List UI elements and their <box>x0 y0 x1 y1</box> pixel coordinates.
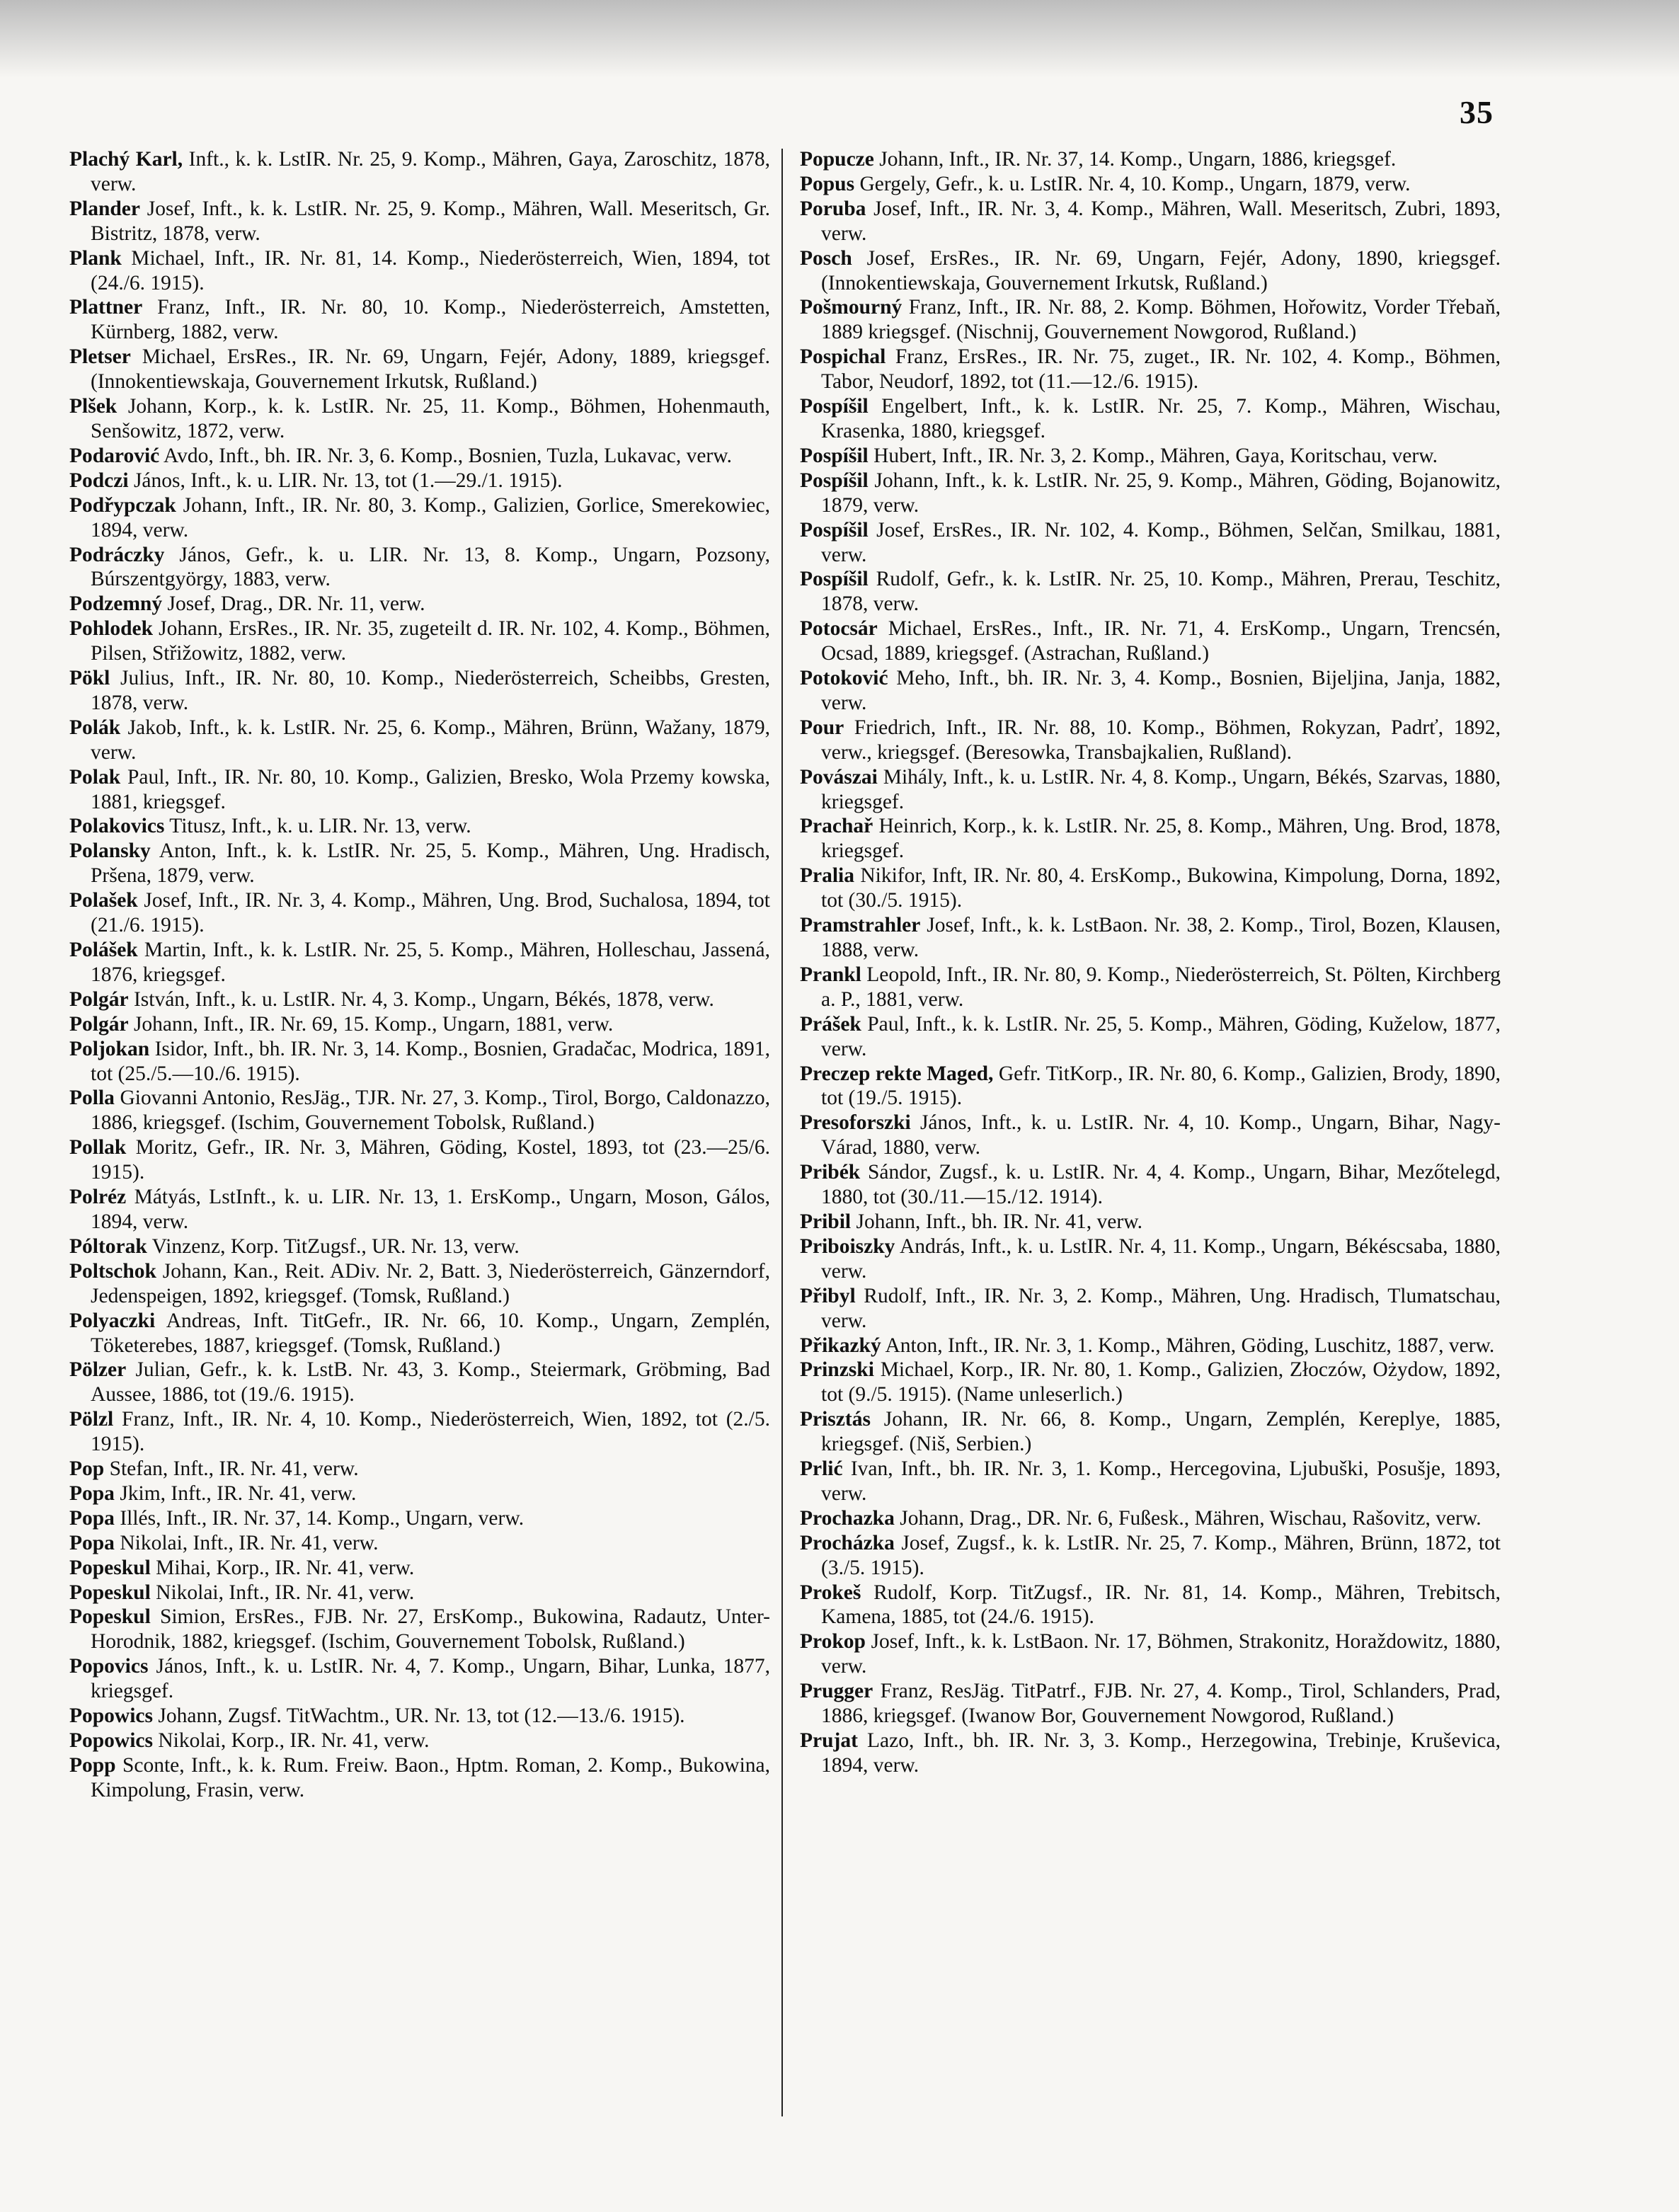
entry-surname: Polašek <box>69 889 138 912</box>
entry-surname: Poljokan <box>69 1037 150 1060</box>
entry-details: Rudolf, Korp. TitZugsf., IR. Nr. 81, 14. Komp., Mähren, Trebitsch, Kamena, 1885, tot (24./6. 1915). <box>821 1581 1501 1629</box>
entry-surname: Popa <box>69 1531 115 1554</box>
casualty-entry <box>800 444 1501 469</box>
casualty-entry <box>69 1135 770 1185</box>
casualty-entry <box>69 1086 770 1135</box>
entry-surname: Prlić <box>800 1457 843 1481</box>
entry-details: Nikolai, Inft., IR. Nr. 41, verw. <box>150 1581 415 1604</box>
entry-details: Friedrich, Inft., IR. Nr. 88, 10. Komp., Böhmen, Rokyzan, Padrť, 1892, verw., kriegsgef. (Beresowka, Transbajkalien, Rußland). <box>821 716 1501 764</box>
entry-details: Leopold, Inft., IR. Nr. 80, 9. Komp., Niederösterreich, St. Pölten, Kirchberg a. P., 1881, verw. <box>821 963 1501 1011</box>
entry-details: Stefan, Inft., IR. Nr. 41, verw. <box>104 1457 359 1481</box>
entry-details: Vinzenz, Korp. TitZugsf., UR. Nr. 13, verw. <box>147 1234 520 1258</box>
entry-surname: Pospíšil <box>800 568 869 591</box>
entry-surname: Popp <box>69 1753 116 1777</box>
casualty-entry <box>800 394 1501 444</box>
casualty-entry <box>69 1654 770 1704</box>
casualty-entry <box>800 1334 1501 1358</box>
entry-details: Rudolf, Inft., IR. Nr. 3, 2. Komp., Mähren, Ung. Hradisch, Tlumatschau, verw. <box>821 1284 1501 1332</box>
entry-details: Michael, Korp., IR. Nr. 80, 1. Komp., Galizien, Złoczów, Ożydow, 1892, tot (9./5. 1915). (Name unleserlich.) <box>821 1358 1501 1406</box>
entry-details: Josef, Zugsf., k. k. LstIR. Nr. 25, 7. Komp., Mähren, Brünn, 1872, tot (3./5. 1915). <box>821 1531 1501 1579</box>
entry-details: Gergely, Gefr., k. u. LstIR. Nr. 4, 10. Komp., Ungarn, 1879, verw. <box>854 172 1411 195</box>
entry-surname: Polyaczki <box>69 1309 156 1332</box>
casualty-entry <box>69 1506 770 1531</box>
casualty-entry <box>800 567 1501 617</box>
entry-surname: Popeskul <box>69 1581 151 1604</box>
entry-surname: Pospíšil <box>800 518 869 541</box>
entry-details: Johann, Zugsf. TitWachtm., UR. Nr. 13, tot (12.—13./6. 1915). <box>153 1704 685 1728</box>
column-divider <box>781 149 783 2116</box>
casualty-entry <box>800 765 1501 815</box>
casualty-entry <box>69 1753 770 1803</box>
casualty-entry <box>800 469 1501 518</box>
entry-surname: Popeskul <box>69 1605 151 1629</box>
entry-surname: Polla <box>69 1087 115 1110</box>
casualty-entry <box>800 1358 1501 1407</box>
casualty-entry <box>800 1407 1501 1457</box>
entry-surname: Popa <box>69 1506 115 1530</box>
casualty-entry <box>800 1531 1501 1581</box>
entry-details: Mihály, Inft., k. u. LstIR. Nr. 4, 8. Komp., Ungarn, Békés, Szarvas, 1880, kriegsgef. <box>821 765 1501 813</box>
entry-surname: Pölzer <box>69 1358 127 1382</box>
casualty-entry <box>69 987 770 1012</box>
entry-details: Nikifor, Inft, IR. Nr. 80, 4. ErsKomp., Bukowina, Kimpolung, Dorna, 1892, tot (30./5. 1915). <box>821 864 1501 912</box>
casualty-entry <box>800 963 1501 1012</box>
entry-surname: Polgár <box>69 1012 129 1036</box>
entry-surname: Plšek <box>69 395 118 418</box>
entry-details: Sándor, Zugsf., k. u. LstIR. Nr. 4, 4. Komp., Ungarn, Bihar, Mezőtelegd, 1880, tot (30./11.—15./12. 1914). <box>821 1161 1501 1209</box>
entry-details: Inft., k. k. LstIR. Nr. 25, 9. Komp., Mähren, Gaya, Zaroschitz, 1878, verw. <box>91 148 770 195</box>
casualty-entry <box>69 1531 770 1556</box>
casualty-entry <box>800 172 1501 197</box>
entry-surname: Popus <box>800 172 855 195</box>
casualty-entry <box>800 295 1501 345</box>
entry-surname: Polréz <box>69 1186 127 1209</box>
entry-surname: Pospíšil <box>800 469 869 492</box>
entry-details: Lazo, Inft., bh. IR. Nr. 3, 3. Komp., Herzegowina, Trebinje, Kruševica, 1894, verw. <box>821 1729 1501 1777</box>
entry-details: Martin, Inft., k. k. LstIR. Nr. 25, 5. Komp., Mähren, Holleschau, Jassená, 1876, kriegsgef. <box>91 939 770 986</box>
casualty-entry <box>69 444 770 469</box>
entry-surname: Priboiszky <box>800 1234 895 1258</box>
entry-details: Franz, ResJäg. TitPatrf., FJB. Nr. 27, 4. Komp., Tirol, Schlanders, Prad, 1886, kriegsgef. (Iwanow Bor, Gouvernement Nowgorod, Rußland.) <box>821 1680 1501 1728</box>
casualty-entry <box>69 1358 770 1407</box>
entry-surname: Procházka <box>800 1531 895 1554</box>
entry-surname: Podráczky <box>69 543 165 566</box>
entry-surname: Pohlodek <box>69 617 154 641</box>
entry-details: Johann, Korp., k. k. LstIR. Nr. 25, 11. Komp., Böhmen, Hohenmauth, Senšowitz, 1872, verw. <box>91 395 770 442</box>
entry-details: Illés, Inft., IR. Nr. 37, 14. Komp., Ungarn, verw. <box>114 1506 525 1530</box>
casualty-entry <box>800 197 1501 246</box>
entry-details: Moritz, Gefr., IR. Nr. 3, Mähren, Göding, Kostel, 1893, tot (23.—25/6. 1915). <box>91 1136 770 1184</box>
entry-details: János, Inft., k. u. LIR. Nr. 13, tot (1.—29./1. 1915). <box>128 469 563 492</box>
casualty-entry <box>800 1506 1501 1531</box>
entry-details: Rudolf, Gefr., k. k. LstIR. Nr. 25, 10. Komp., Mähren, Prerau, Teschitz, 1878, verw. <box>821 568 1501 616</box>
casualty-entry <box>69 345 770 394</box>
entry-details: Josef, Inft., IR. Nr. 3, 4. Komp., Mähren, Ung. Brod, Suchalosa, 1894, tot (21./6. 1915). <box>91 889 770 937</box>
casualty-entry <box>69 1457 770 1482</box>
casualty-entry <box>69 1556 770 1581</box>
entry-surname: Polák <box>69 716 121 739</box>
casualty-entry <box>69 1482 770 1506</box>
right-column <box>800 147 1501 1778</box>
page-top-shadow <box>0 0 1679 78</box>
casualty-entry <box>800 1729 1501 1778</box>
entry-details: Michael, ErsRes., IR. Nr. 69, Ungarn, Fejér, Adony, 1889, kriegsgef. (Innokentiewskaja, Gouvernement Irkutsk, Rußland.) <box>91 345 770 394</box>
entry-details: Nikolai, Inft., IR. Nr. 41, verw. <box>114 1531 379 1554</box>
entry-details: Johann, Kan., Reit. ADiv. Nr. 2, Batt. 3, Niederösterreich, Gänzerndorf, Jedenspeigen, 1892, kriegsgef. (Tomsk, Rußland.) <box>91 1259 770 1307</box>
entry-surname: Popeskul <box>69 1556 151 1579</box>
entry-details: Josef, Inft., k. k. LstBaon. Nr. 38, 2. Komp., Tirol, Bozen, Klausen, 1888, verw. <box>821 914 1501 961</box>
entry-surname: Polansky <box>69 839 151 863</box>
entry-surname: Podarović <box>69 444 160 467</box>
casualty-entry <box>69 1012 770 1037</box>
entry-surname: Popucze <box>800 148 874 171</box>
entry-details: Paul, Inft., IR. Nr. 80, 10. Komp., Galizien, Bresko, Wola Przemy kowska, 1881, kriegsgef. <box>91 765 770 813</box>
entry-surname: Polak <box>69 765 121 789</box>
entry-details: Julius, Inft., IR. Nr. 80, 10. Komp., Niederösterreich, Scheibbs, Gresten, 1878, verw. <box>91 667 770 714</box>
casualty-entry <box>69 1234 770 1259</box>
entry-details: Josef, Inft., k. k. LstIR. Nr. 25, 9. Komp., Mähren, Wall. Meseritsch, Gr. Bistritz, 1878, verw. <box>91 197 770 245</box>
entry-surname: Pölzl <box>69 1408 114 1431</box>
entry-details: Josef, Inft., IR. Nr. 3, 4. Komp., Mähren, Wall. Meseritsch, Zubri, 1893, verw. <box>821 197 1501 245</box>
entry-details: Franz, Inft., IR. Nr. 88, 2. Komp. Böhmen, Hořowitz, Vorder Třebaň, 1889 kriegsgef. (Nischnij, Gouvernement Nowgorod, Rußland.) <box>821 296 1501 344</box>
entry-surname: Poltschok <box>69 1259 156 1283</box>
casualty-entry <box>69 1407 770 1457</box>
casualty-entry <box>800 1062 1501 1111</box>
entry-details: Johann, Inft., bh. IR. Nr. 41, verw. <box>851 1210 1142 1233</box>
casualty-entry <box>800 1234 1501 1284</box>
entry-surname: Podczi <box>69 469 129 492</box>
entry-details: Heinrich, Korp., k. k. LstIR. Nr. 25, 8. Komp., Mähren, Ung. Brod, 1878, kriegsgef. <box>821 815 1501 863</box>
casualty-entry <box>800 814 1501 864</box>
entry-surname: Pošmourný <box>800 296 902 319</box>
entry-surname: Pralia <box>800 864 855 888</box>
entry-details: Meho, Inft., bh. IR. Nr. 3, 4. Komp., Bosnien, Bijeljina, Janja, 1882, verw. <box>821 667 1501 714</box>
entry-details: Avdo, Inft., bh. IR. Nr. 3, 6. Komp., Bosnien, Tuzla, Lukavac, verw. <box>159 444 732 467</box>
casualty-entry <box>800 147 1501 172</box>
entry-details: Josef, Drag., DR. Nr. 11, verw. <box>162 592 425 616</box>
entry-details: Michael, ErsRes., Inft., IR. Nr. 71, 4. ErsKomp., Ungarn, Trencsén, Ocsad, 1889, kriegsgef. (Astrachan, Rußland.) <box>821 617 1501 665</box>
entry-details: Johann, Inft., IR. Nr. 37, 14. Komp., Ungarn, 1886, kriegsgef. <box>873 148 1397 171</box>
entry-details: Gefr. TitKorp., IR. Nr. 80, 6. Komp., Galizien, Brody, 1890, tot (19./5. 1915). <box>821 1062 1501 1110</box>
entry-surname: Popowics <box>69 1729 153 1752</box>
casualty-entry <box>800 1284 1501 1334</box>
entry-surname: Posch <box>800 246 852 270</box>
entry-surname: Polgár <box>69 987 129 1011</box>
entry-details: Paul, Inft., k. k. LstIR. Nr. 25, 5. Komp., Mähren, Göding, Kuželow, 1877, verw. <box>821 1012 1501 1060</box>
entry-surname: Prankl <box>800 963 861 986</box>
casualty-entry <box>800 913 1501 963</box>
entry-details: Anton, Inft., IR. Nr. 3, 1. Komp., Mähren, Göding, Luschitz, 1887, verw. <box>881 1334 1495 1357</box>
casualty-entry <box>69 765 770 815</box>
page-number: 35 <box>1460 94 1494 130</box>
casualty-entry <box>69 1729 770 1753</box>
casualty-entry <box>69 938 770 987</box>
entry-details: Franz, Inft., IR. Nr. 4, 10. Komp., Niederösterreich, Wien, 1892, tot (2./5. 1915). <box>91 1408 770 1456</box>
entry-details: Johann, Inft., k. k. LstIR. Nr. 25, 9. Komp., Mähren, Göding, Bojanowitz, 1879, verw. <box>821 469 1501 517</box>
entry-surname: Prinzski <box>800 1358 874 1382</box>
entry-details: Franz, Inft., IR. Nr. 80, 10. Komp., Niederösterreich, Amstetten, Kürnberg, 1882, verw. <box>91 296 770 344</box>
casualty-entry <box>69 666 770 716</box>
entry-details: Franz, ErsRes., IR. Nr. 75, zuget., IR. Nr. 102, 4. Komp., Böhmen, Tabor, Neudorf, 1892, tot (11.—12./6. 1915). <box>821 345 1501 394</box>
casualty-entry <box>69 147 770 197</box>
entry-details: Johann, Inft., IR. Nr. 80, 3. Komp., Galizien, Gorlice, Smerekowiec, 1894, verw. <box>91 493 770 541</box>
entry-details: János, Inft., k. u. LstIR. Nr. 4, 10. Komp., Ungarn, Bihar, Nagy-Várad, 1880, verw. <box>821 1111 1501 1159</box>
entry-surname: Pour <box>800 716 844 739</box>
entry-surname: Potoković <box>800 667 888 690</box>
casualty-entry <box>800 345 1501 394</box>
entry-surname: Polakovics <box>69 815 165 838</box>
entry-surname: Pribil <box>800 1210 852 1233</box>
casualty-entry <box>800 716 1501 765</box>
entry-details: Jakob, Inft., k. k. LstIR. Nr. 25, 6. Komp., Mähren, Brünn, Wažany, 1879, verw. <box>91 716 770 764</box>
entry-details: Titusz, Inft., k. u. LIR. Nr. 13, verw. <box>164 815 471 838</box>
casualty-entry <box>69 1309 770 1358</box>
casualty-entry <box>69 716 770 765</box>
casualty-entry <box>800 1629 1501 1679</box>
casualty-entry <box>69 1259 770 1309</box>
entry-surname: Popovics <box>69 1655 149 1678</box>
casualty-entry <box>69 888 770 938</box>
casualty-entry <box>69 394 770 444</box>
entry-surname: Podřypczak <box>69 493 176 517</box>
entry-surname: Presoforszki <box>800 1111 911 1135</box>
casualty-entry <box>69 814 770 839</box>
entry-details: Engelbert, Inft., k. k. LstIR. Nr. 25, 7. Komp., Mähren, Wischau, Krasenka, 1880, kriegsgef. <box>821 395 1501 442</box>
casualty-entry <box>800 518 1501 568</box>
entry-surname: Pribék <box>800 1161 861 1184</box>
entry-surname: Prokop <box>800 1630 866 1654</box>
entry-surname: Póltorak <box>69 1234 147 1258</box>
entry-details: Jkim, Inft., IR. Nr. 41, verw. <box>114 1482 357 1505</box>
entry-surname: Pospichal <box>800 345 886 369</box>
entry-details: Simion, ErsRes., FJB. Nr. 27, ErsKomp., Bukowina, Radautz, Unter-Horodnik, 1882, kriegsgef. (Ischim, Gouvernement Tobolsk, Rußland.) <box>91 1605 770 1654</box>
casualty-entry <box>800 1012 1501 1062</box>
entry-details: Isidor, Inft., bh. IR. Nr. 3, 14. Komp., Bosnien, Gradačac, Modrica, 1891, tot (25./5.—10./6. 1915). <box>91 1037 770 1085</box>
entry-surname: Pollak <box>69 1136 127 1159</box>
casualty-entry <box>800 246 1501 296</box>
entry-details: Sconte, Inft., k. k. Rum. Freiw. Baon., Hptm. Roman, 2. Komp., Bukowina, Kimpolung, Frasin, verw. <box>91 1753 770 1801</box>
entry-surname: Plander <box>69 197 140 220</box>
casualty-entry <box>69 246 770 296</box>
casualty-entry <box>800 1111 1501 1160</box>
entry-surname: Pökl <box>69 667 110 690</box>
entry-details: Josef, ErsRes., IR. Nr. 102, 4. Komp., Böhmen, Selčan, Smilkau, 1881, verw. <box>821 518 1501 566</box>
entry-surname: Prisztás <box>800 1408 871 1431</box>
casualty-entry <box>69 839 770 888</box>
entry-surname: Potocsár <box>800 617 878 641</box>
casualty-entry <box>69 543 770 592</box>
casualty-entry <box>69 1185 770 1234</box>
entry-surname: Plattner <box>69 296 143 319</box>
entry-details: Johann, IR. Nr. 66, 8. Komp., Ungarn, Zemplén, Kereplye, 1885, kriegsgef. (Niš, Serbien.) <box>821 1408 1501 1456</box>
entry-surname: Povászai <box>800 765 878 789</box>
entry-surname: Prachař <box>800 815 873 838</box>
entry-surname: Plachý Karl, <box>69 148 183 171</box>
entry-details: Josef, ErsRes., IR. Nr. 69, Ungarn, Fejér, Adony, 1890, kriegsgef. (Innokentiewskaja, Gouvernement Irkutsk, Rußland.) <box>821 246 1501 294</box>
entry-surname: Pospíšil <box>800 444 869 467</box>
entry-details: István, Inft., k. u. LstIR. Nr. 4, 3. Komp., Ungarn, Békés, 1878, verw. <box>128 987 714 1011</box>
entry-details: Mátyás, LstInft., k. u. LIR. Nr. 13, 1. ErsKomp., Ungarn, Moson, Gálos, 1894, verw. <box>91 1186 770 1233</box>
entry-surname: Popowics <box>69 1704 153 1728</box>
entry-surname: Přikazký <box>800 1334 881 1357</box>
casualty-entry <box>800 1581 1501 1630</box>
entry-surname: Prochazka <box>800 1506 895 1530</box>
entry-details: Giovanni Antonio, ResJäg., TJR. Nr. 27, 3. Komp., Tirol, Borgo, Caldonazzo, 1886, kriegsgef. (Ischim, Gouvernement Tobolsk, Rußland.) <box>91 1087 770 1135</box>
casualty-entry <box>69 1605 770 1654</box>
entry-surname: Prugger <box>800 1680 873 1703</box>
casualty-entry <box>800 666 1501 716</box>
entry-details: Johann, Drag., DR. Nr. 6, Fußesk., Mähren, Wischau, Rašovitz, verw. <box>894 1506 1482 1530</box>
entry-details: Johann, ErsRes., IR. Nr. 35, zugeteilt d. IR. Nr. 102, 4. Komp., Böhmen, Pilsen, Střižowitz, 1882, verw. <box>91 617 770 665</box>
entry-surname: Plank <box>69 246 122 270</box>
entry-surname: Pramstrahler <box>800 914 921 937</box>
casualty-entry <box>800 617 1501 666</box>
casualty-entry <box>800 1210 1501 1234</box>
casualty-entry <box>69 1581 770 1605</box>
entry-surname: Popa <box>69 1482 115 1505</box>
entry-details: János, Inft., k. u. LstIR. Nr. 4, 7. Komp., Ungarn, Bihar, Lunka, 1877, kriegsgef. <box>91 1655 770 1703</box>
casualty-entry <box>800 864 1501 913</box>
casualty-entry <box>69 1037 770 1087</box>
entry-details: Andreas, Inft. TitGefr., IR. Nr. 66, 10. Komp., Ungarn, Zemplén, Töketerebes, 1887, kriegsgef. (Tomsk, Rußland.) <box>91 1309 770 1357</box>
entry-details: Mihai, Korp., IR. Nr. 41, verw. <box>150 1556 415 1579</box>
entry-details: Hubert, Inft., IR. Nr. 3, 2. Komp., Mähren, Gaya, Koritschau, verw. <box>868 444 1438 467</box>
entry-surname: Poruba <box>800 197 866 220</box>
casualty-entry <box>69 295 770 345</box>
entry-surname: Polášek <box>69 939 138 961</box>
entry-details: Nikolai, Korp., IR. Nr. 41, verw. <box>153 1729 430 1752</box>
entry-surname: Pospíšil <box>800 395 869 418</box>
entry-surname: Prujat <box>800 1729 858 1752</box>
casualty-entry <box>800 1457 1501 1506</box>
entry-details: András, Inft., k. u. LstIR. Nr. 4, 11. Komp., Ungarn, Békéscsaba, 1880, verw. <box>821 1234 1501 1283</box>
entry-surname: Preczep rekte Maged, <box>800 1062 994 1085</box>
entry-surname: Přibyl <box>800 1284 856 1307</box>
entry-surname: Prášek <box>800 1012 861 1036</box>
entry-details: Ivan, Inft., bh. IR. Nr. 3, 1. Komp., Hercegovina, Ljubuški, Posušje, 1893, verw. <box>821 1457 1501 1505</box>
entry-details: Julian, Gefr., k. k. LstB. Nr. 43, 3. Komp., Steiermark, Gröbming, Bad Aussee, 1886, tot (19./6. 1915). <box>91 1358 770 1406</box>
entry-surname: Prokeš <box>800 1581 861 1604</box>
entry-surname: Pop <box>69 1457 105 1481</box>
left-column <box>69 147 770 1803</box>
casualty-entry <box>69 617 770 666</box>
entry-surname: Pletser <box>69 345 131 369</box>
entry-details: Josef, Inft., k. k. LstBaon. Nr. 17, Böhmen, Strakonitz, Horaždowitz, 1880, verw. <box>821 1630 1501 1678</box>
casualty-entry <box>69 493 770 543</box>
casualty-entry <box>69 197 770 246</box>
casualty-entry <box>69 1704 770 1729</box>
entry-details: Anton, Inft., k. k. LstIR. Nr. 25, 5. Komp., Mähren, Ung. Hradisch, Pršena, 1879, verw. <box>91 839 770 888</box>
entry-details: Johann, Inft., IR. Nr. 69, 15. Komp., Ungarn, 1881, verw. <box>128 1012 614 1036</box>
entry-details: János, Gefr., k. u. LIR. Nr. 13, 8. Komp., Ungarn, Pozsony, Búrszentgyörgy, 1883, verw. <box>91 543 770 591</box>
casualty-entry <box>800 1160 1501 1210</box>
casualty-entry <box>69 469 770 493</box>
casualty-entry <box>800 1679 1501 1729</box>
entry-details: Michael, Inft., IR. Nr. 81, 14. Komp., Niederösterreich, Wien, 1894, tot (24./6. 1915). <box>91 246 770 294</box>
entry-surname: Podzemný <box>69 592 163 616</box>
casualty-entry <box>69 592 770 617</box>
